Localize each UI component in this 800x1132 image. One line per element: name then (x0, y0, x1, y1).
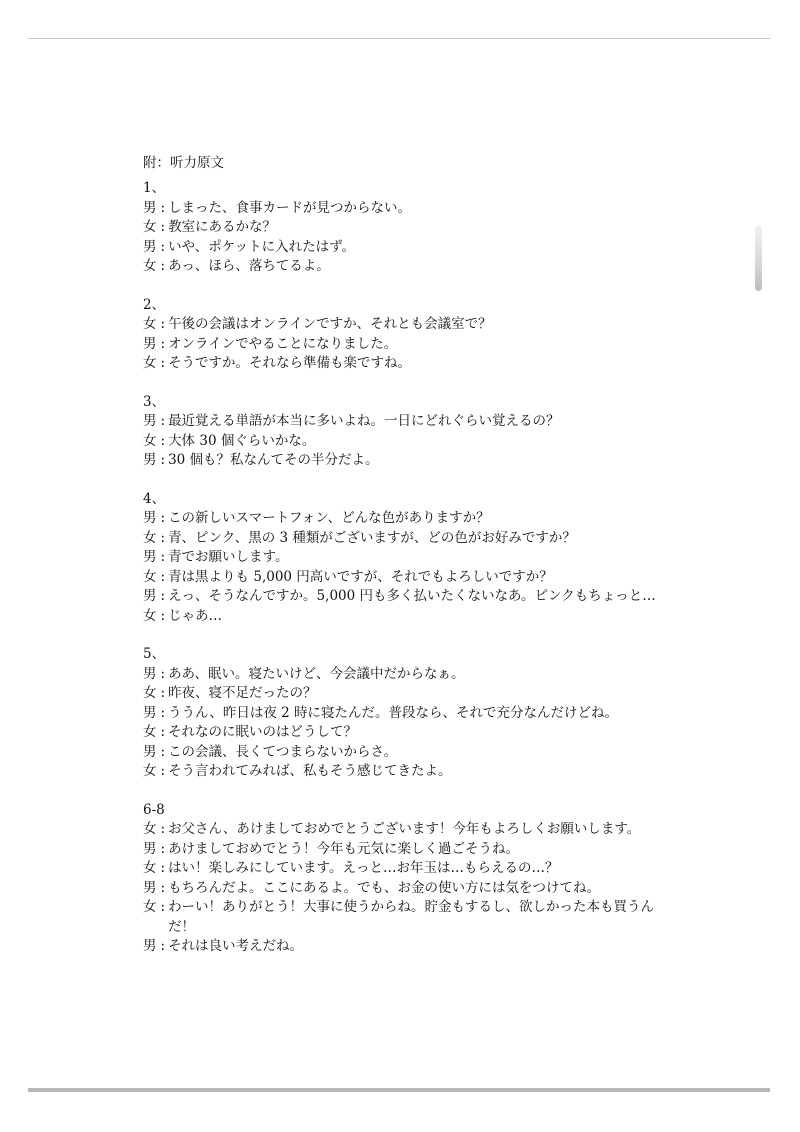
speaker-separator: : (160, 568, 166, 585)
utterance-text: それなのに眠いのはどうして？ (168, 724, 358, 740)
speaker-label: 男 (143, 199, 157, 216)
speaker-separator: : (160, 413, 166, 429)
speaker-label: 女 (143, 219, 157, 235)
speaker-separator: : (160, 840, 166, 857)
dialogue-line (143, 879, 673, 899)
speaker-separator: : (160, 899, 166, 915)
speaker-label: 男 (143, 743, 157, 760)
utterance-text: しまった、食事カードが見つからない。 (168, 199, 412, 216)
section-number: 5、 (143, 646, 166, 662)
speaker-label: 女 (143, 607, 157, 624)
utterance-text: そう言われてみれば、私もそう感じてきたよ。 (168, 763, 452, 779)
bottom-divider (28, 1088, 770, 1092)
dialogue-line (143, 199, 673, 219)
speaker-separator: : (160, 355, 166, 371)
utterance-text: はい！楽しみにしています。えっと…お年玉は…もらえるの…？ (168, 860, 559, 876)
speaker-label: 男 (143, 665, 157, 682)
speaker-separator: : (160, 510, 166, 526)
speaker-separator: : (160, 335, 166, 352)
utterance-text: 午後の会議はオンラインですか、それとも会議室で？ (168, 316, 492, 332)
speaker-label: 女 (143, 821, 157, 837)
speaker-separator: : (160, 665, 166, 682)
speaker-label: 男 (143, 335, 157, 352)
dialogue-line (143, 820, 673, 840)
speaker-label: 男 (143, 938, 157, 954)
dialogue-line (143, 743, 673, 763)
speaker-separator: : (160, 238, 166, 255)
dialogue-line (143, 568, 673, 588)
utterance-text: じゃあ… (168, 607, 223, 624)
utterance-text: 昨夜、寝不足だったの？ (168, 685, 317, 701)
speaker-label: 男 (143, 588, 157, 604)
speaker-separator: : (160, 938, 166, 954)
transcript-section (143, 296, 673, 374)
dialogue-line (143, 937, 673, 957)
utterance-text: ああ、眠い。寝たいけど、今会議中だからなぁ。 (168, 665, 465, 682)
utterance-text: それは良い考えだね。 (168, 938, 304, 954)
transcript-document (143, 151, 673, 976)
utterance-text: ううん、昨日は夜 2 時に寝たんだ。普段なら、それで充分なんだけどね。 (168, 704, 619, 721)
utterance-text: えっ、そうなんですか。5,000 円も多く払いたくないなあ。ピンクもちょっと… (168, 588, 656, 604)
speaker-label: 女 (143, 860, 157, 876)
utterance-text: 教室にあるかな？ (168, 219, 277, 235)
dialogue-line (143, 684, 673, 704)
utterance-text: 大体 30 個ぐらいかな。 (168, 432, 316, 449)
dialogue-line (143, 898, 673, 937)
transcript-section (143, 645, 673, 782)
transcript-sections (143, 179, 673, 957)
section-number: 1、 (143, 180, 166, 196)
speaker-separator: : (160, 860, 166, 876)
speaker-label: 男 (143, 238, 157, 255)
speaker-separator: : (160, 685, 166, 701)
speaker-separator: : (160, 724, 166, 740)
speaker-label: 女 (143, 258, 157, 274)
dialogue-line (143, 451, 673, 471)
dialogue-line (143, 218, 673, 238)
dialogue-line (143, 432, 673, 452)
section-number: 6-8 (143, 801, 165, 818)
dialogue-line (143, 587, 673, 607)
utterance-text: この会議、長くてつまらないからさ。 (168, 743, 398, 760)
document-title: 附：听力原文 (143, 155, 224, 171)
utterance-text: 青は黒よりも 5,000 円高いですが、それでもよろしいですか？ (168, 568, 553, 585)
speaker-label: 男 (143, 510, 157, 526)
dialogue-line (143, 315, 673, 335)
utterance-text: お父さん、あけましておめでとうございます！今年もよろしくお願いします。 (168, 821, 641, 837)
dialogue-line (143, 257, 673, 277)
transcript-section (143, 393, 673, 471)
speaker-separator: : (160, 219, 166, 235)
dialogue-line (143, 723, 673, 743)
dialogue-line (143, 354, 673, 374)
utterance-text: わーい！ありがとう！大事に使うからね。貯金もするし、欲しかった本も買うんだ！ (168, 899, 655, 935)
speaker-separator: : (160, 258, 166, 274)
speaker-label: 男 (143, 452, 157, 468)
speaker-separator: : (160, 821, 166, 837)
speaker-label: 女 (143, 529, 157, 546)
speaker-label: 女 (143, 763, 157, 779)
dialogue-line (143, 412, 673, 432)
dialogue-line (143, 548, 673, 568)
dialogue-line (143, 665, 673, 685)
speaker-label: 男 (143, 413, 157, 429)
utterance-text: 30 個も？私なんてその半分だよ。 (168, 452, 379, 468)
speaker-separator: : (160, 199, 166, 216)
utterance-text: 青でお願いします。 (168, 549, 289, 565)
speaker-separator: : (160, 549, 166, 565)
speaker-separator: : (160, 588, 166, 604)
utterance-text: あけましておめでとう！今年も元気に楽しく過ごそうね。 (168, 840, 520, 857)
top-divider (28, 38, 770, 39)
speaker-label: 女 (143, 685, 157, 701)
speaker-separator: : (160, 316, 166, 332)
section-number: 3、 (143, 393, 166, 410)
speaker-separator: : (160, 452, 166, 468)
utterance-text: あっ、ほら、落ちてるよ。 (168, 258, 330, 274)
section-number: 2、 (143, 296, 166, 313)
speaker-label: 男 (143, 879, 157, 896)
utterance-text: 最近覚える単語が本当に多いよね。一日にどれぐらい覚えるの？ (168, 413, 560, 429)
dialogue-line (143, 704, 673, 724)
dialogue-line (143, 840, 673, 860)
speaker-label: 女 (143, 899, 157, 915)
transcript-section (143, 801, 673, 957)
section-number: 4、 (143, 490, 166, 507)
dialogue-line (143, 238, 673, 258)
dialogue-line (143, 529, 673, 549)
speaker-separator: : (160, 879, 166, 896)
utterance-text: いや、ポケットに入れたはず。 (168, 238, 356, 255)
speaker-separator: : (160, 432, 166, 449)
speaker-label: 男 (143, 549, 157, 565)
speaker-label: 男 (143, 840, 157, 857)
dialogue-line (143, 762, 673, 782)
speaker-separator: : (160, 529, 166, 546)
scrollbar-thumb[interactable] (755, 225, 762, 291)
speaker-separator: : (160, 763, 166, 779)
dialogue-line (143, 859, 673, 879)
speaker-label: 女 (143, 568, 157, 585)
speaker-separator: : (160, 704, 166, 721)
speaker-label: 男 (143, 704, 157, 721)
utterance-text: そうですか。それなら準備も楽ですね。 (168, 355, 412, 371)
utterance-text: オンラインでやることになりました。 (168, 335, 398, 352)
speaker-label: 女 (143, 355, 157, 371)
utterance-text: もちろんだよ。ここにあるよ。でも、お金の使い方には気をつけてね。 (168, 879, 601, 896)
dialogue-line (143, 335, 673, 355)
utterance-text: 青、ピンク、黒の 3 種類がございますが、どの色がお好みですか？ (168, 529, 576, 546)
speaker-separator: : (160, 607, 166, 624)
speaker-separator: : (160, 743, 166, 760)
speaker-label: 女 (143, 724, 157, 740)
transcript-section (143, 490, 673, 627)
speaker-label: 女 (143, 316, 157, 332)
transcript-section (143, 179, 673, 277)
utterance-text: この新しいスマートフォン、どんな色がありますか？ (168, 510, 490, 526)
speaker-label: 女 (143, 432, 157, 449)
dialogue-line (143, 607, 673, 627)
dialogue-line (143, 509, 673, 529)
